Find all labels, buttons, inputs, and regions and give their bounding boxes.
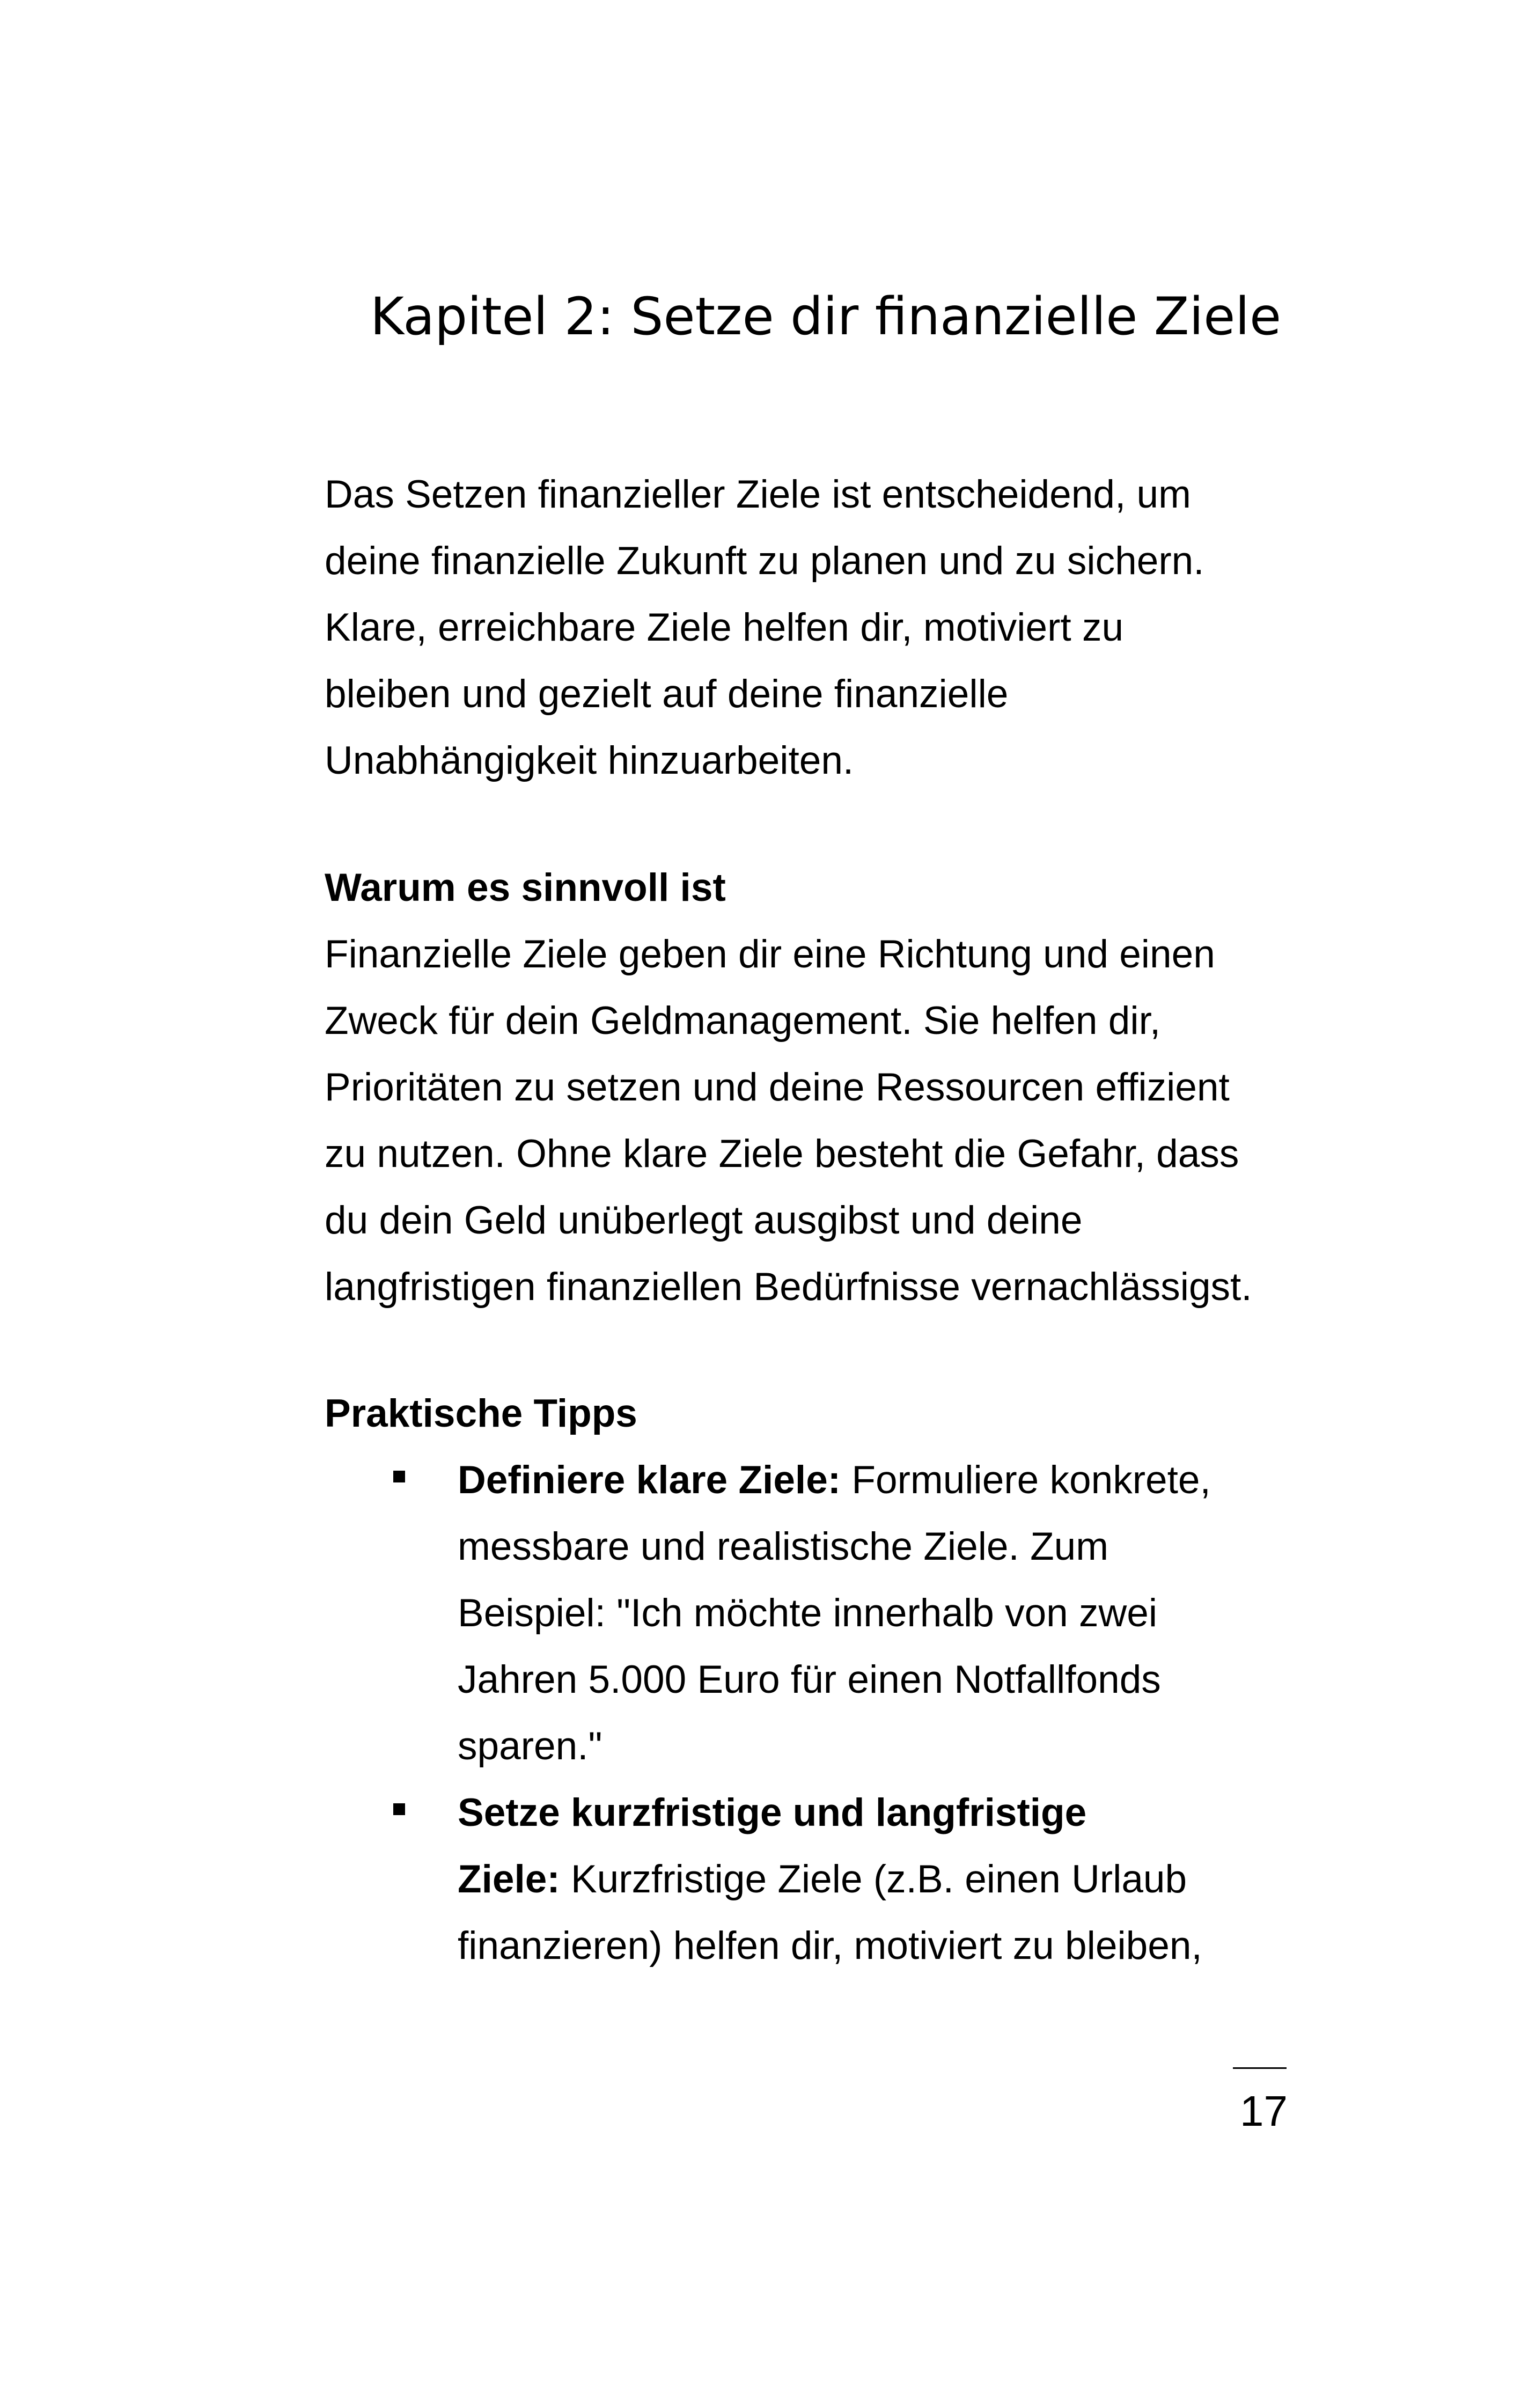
intro-line: Das Setzen finanzieller Ziele ist entscheidend, um	[325, 473, 1191, 516]
intro-line: Unabhängigkeit hinzuarbeiten.	[325, 739, 854, 782]
intro-line: deine finanzielle Zukunft zu planen und zu sichern.	[325, 539, 1204, 583]
chapter-title: Kapitel 2: Setze dir finanzielle Ziele	[370, 287, 1281, 347]
why-line: langfristigen finanziellen Bedürfnisse vernachlässigst.	[325, 1265, 1252, 1309]
tip-line: messbare und realistische Ziele. Zum	[458, 1525, 1109, 1568]
tip-line: sparen."	[458, 1724, 602, 1768]
section-heading-why: Warum es sinnvoll ist	[325, 866, 726, 909]
why-line: zu nutzen. Ohne klare Ziele besteht die Gefahr, dass	[325, 1132, 1239, 1176]
why-line: Zweck für dein Geldmanagement. Sie helfen dir,	[325, 999, 1161, 1043]
tip-line: finanzieren) helfen dir, motiviert zu bleiben,	[458, 1924, 1202, 1967]
tip-text	[458, 1447, 1343, 1780]
tip-text-segment: Formuliere konkrete,	[841, 1458, 1211, 1502]
tip-first-line	[458, 1447, 1343, 1514]
tip-text	[458, 1780, 1343, 1979]
why-paragraph	[325, 921, 1333, 1320]
square-bullet-icon	[393, 1803, 405, 1815]
tip-label: Definiere klare Ziele:	[458, 1458, 841, 1502]
why-line: Prioritäten zu setzen und deine Ressourcen effizient	[325, 1066, 1230, 1109]
why-line: du dein Geld unüberlegt ausgibst und deine	[325, 1199, 1083, 1242]
intro-paragraph	[325, 461, 1333, 794]
tip-line: Jahren 5.000 Euro für einen Notfallfonds	[458, 1658, 1161, 1701]
intro-line: Klare, erreichbare Ziele helfen dir, motiviert zu	[325, 606, 1124, 649]
tip-line: Beispiel: "Ich möchte innerhalb von zwei	[458, 1591, 1158, 1635]
why-line: Finanzielle Ziele geben dir eine Richtung und einen	[325, 933, 1215, 976]
page-number: 17	[1240, 2087, 1288, 2135]
footer-divider	[1233, 2067, 1287, 2069]
section-heading-tips: Praktische Tipps	[325, 1392, 637, 1435]
square-bullet-icon	[393, 1471, 405, 1482]
tip-label: Setze kurzfristige und langfristige	[458, 1791, 1087, 1834]
tip-second-line	[458, 1846, 1343, 1913]
tip-text-segment: Kurzfristige Ziele (z.B. einen Urlaub	[560, 1858, 1187, 1901]
tip-label: Ziele:	[458, 1858, 560, 1901]
intro-line: bleiben und gezielt auf deine finanzielle	[325, 672, 1009, 716]
